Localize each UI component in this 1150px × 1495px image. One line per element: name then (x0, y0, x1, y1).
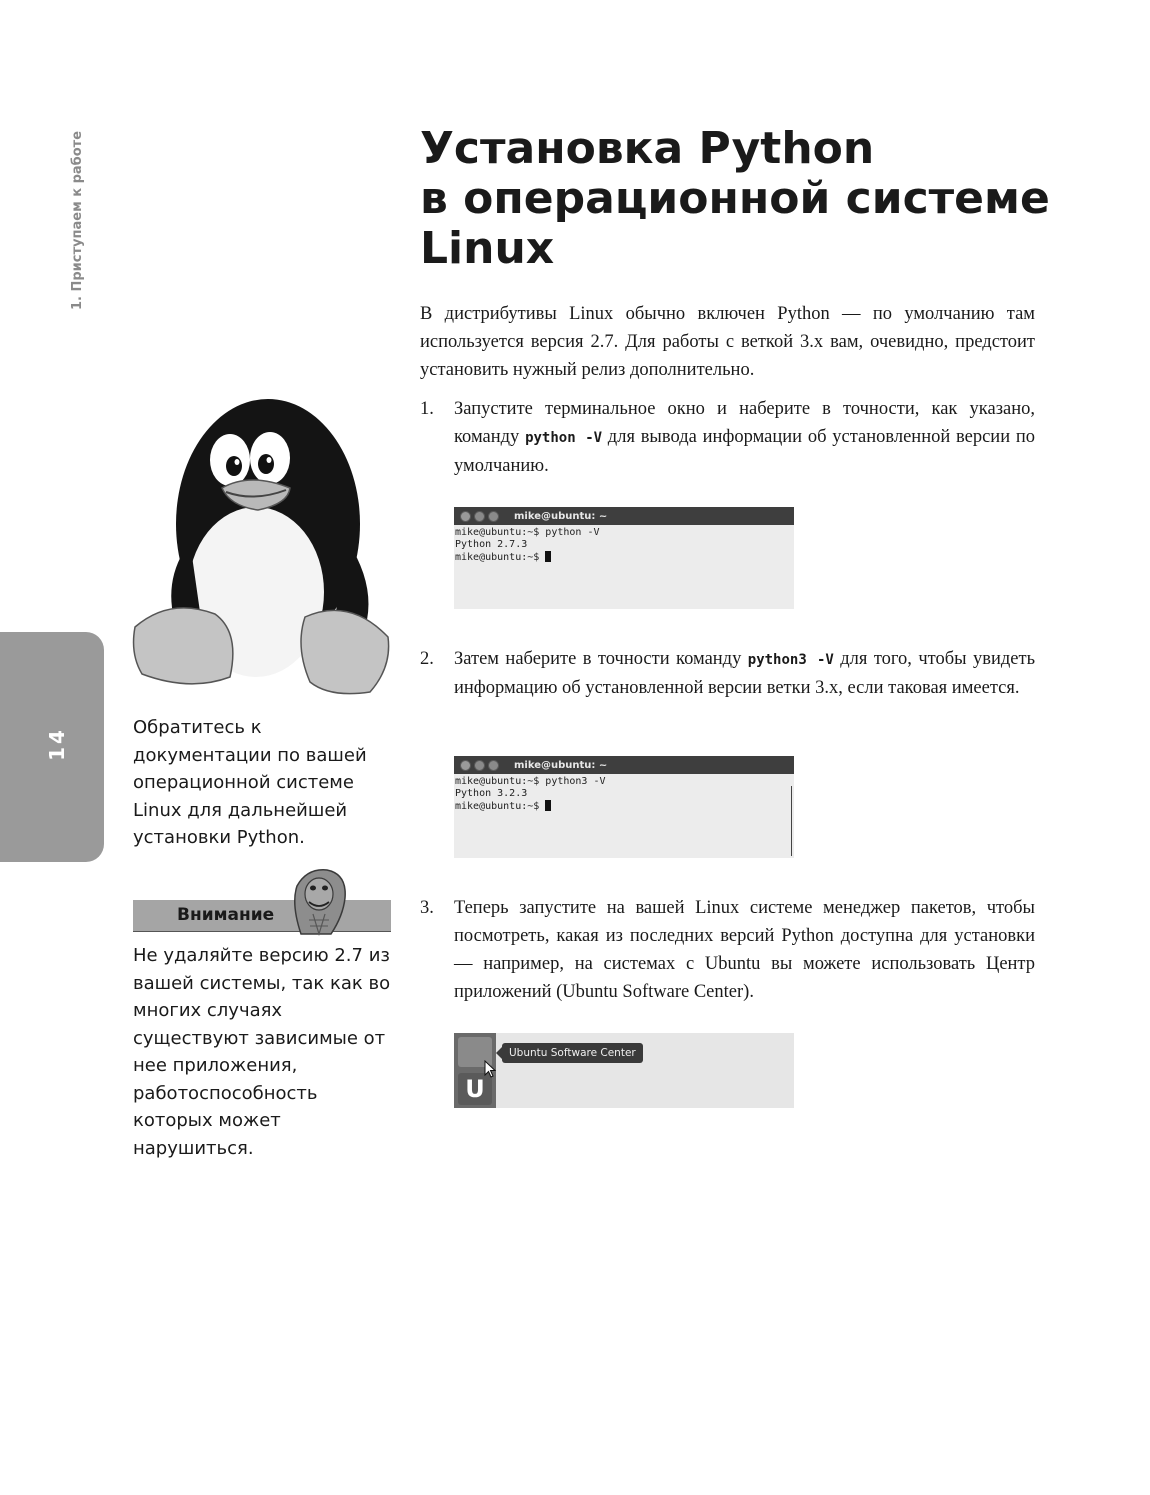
close-icon[interactable] (460, 511, 471, 522)
side-note: Обратитесь к документации по вашей операционной системе Linux для дальнейшей установки Python. (133, 717, 367, 848)
mouse-pointer-icon (484, 1060, 496, 1078)
terminal-titlebar (454, 756, 794, 774)
warning-text: Не удаляйте версию 2.7 из вашей системы, так как во многих случаях существуют зависимые от нее приложения, работоспособность которых может нарушиться. (133, 945, 391, 1159)
page-number: 14 (44, 727, 69, 761)
step-text: Затем наберите в точности команду python3 -V для того, чтобы увидеть информацию об установленной версии ветки 3.х, если таковая имеется. (454, 649, 1036, 698)
maximize-icon[interactable] (488, 760, 499, 771)
minimize-icon[interactable] (474, 760, 485, 771)
terminal-titlebar (454, 507, 794, 525)
terminal-window-2 (454, 756, 794, 858)
warning-label: Внимание (177, 905, 275, 925)
terminal-line: mike@ubuntu:~$ python3 -V (455, 776, 606, 787)
close-icon[interactable] (460, 760, 471, 771)
step-number: 3. (420, 898, 434, 918)
cursor-icon (545, 551, 551, 562)
terminal-title: mike@ubuntu: ~ (514, 510, 608, 522)
terminal-output[interactable] (454, 774, 794, 813)
step-number: 2. (420, 649, 434, 669)
tux-penguin-image (130, 392, 392, 704)
title-line-1: Установка Python (420, 123, 875, 174)
title-line-2: в операционной системе (420, 173, 1050, 224)
maximize-icon[interactable] (488, 511, 499, 522)
intro-paragraph: В дистрибутивы Linux обычно включен Python — по умолчанию там используется версия 2.7. Для работы с веткой 3.х вам, очевидно, предстоит установить нужный релиз дополнительно. (420, 304, 1035, 380)
terminal-prompt-line: mike@ubuntu:~$ (455, 800, 794, 813)
cobra-mascot-icon (283, 864, 351, 936)
step-3 (420, 894, 1035, 1006)
software-center-screenshot (454, 1033, 794, 1108)
terminal-prompt-line: mike@ubuntu:~$ (455, 551, 794, 564)
cursor-icon (545, 800, 551, 811)
ubuntu-one-launcher-icon[interactable]: U (458, 1073, 492, 1105)
inline-code: python -V (525, 430, 603, 446)
terminal-title: mike@ubuntu: ~ (514, 759, 608, 771)
step-1 (420, 395, 1035, 480)
scrollbar-edge (791, 786, 792, 856)
terminal-window-1 (454, 507, 794, 609)
inline-code: python3 -V (747, 652, 834, 668)
page-number-tab (0, 632, 104, 862)
step-text: Запустите терминальное окно и наберите в точности, как указано, команду python -V для вывода информации об установленной версии по умолчанию. (454, 399, 1035, 476)
terminal-line: Python 3.2.3 (455, 788, 528, 799)
title-line-3: Linux (420, 223, 555, 274)
running-header (48, 130, 108, 310)
terminal-line: Python 2.7.3 (455, 539, 528, 550)
step-2 (420, 645, 1035, 702)
minimize-icon[interactable] (474, 511, 485, 522)
terminal-output[interactable] (454, 525, 794, 564)
step-text: Теперь запустите на вашей Linux системе менеджер пакетов, чтобы посмотреть, какая из последних версий Python доступна для установки — например, на системах с Ubuntu вы можете использовать Центр приложений (Ubuntu Software Center). (454, 898, 1035, 1002)
step-number: 1. (420, 399, 434, 419)
running-header-text: 1. Приступаем к работе (70, 130, 86, 310)
launcher-tooltip: Ubuntu Software Center (502, 1043, 643, 1063)
page-title (420, 124, 1060, 274)
warning-header (133, 900, 391, 932)
terminal-line: mike@ubuntu:~$ python -V (455, 527, 600, 538)
